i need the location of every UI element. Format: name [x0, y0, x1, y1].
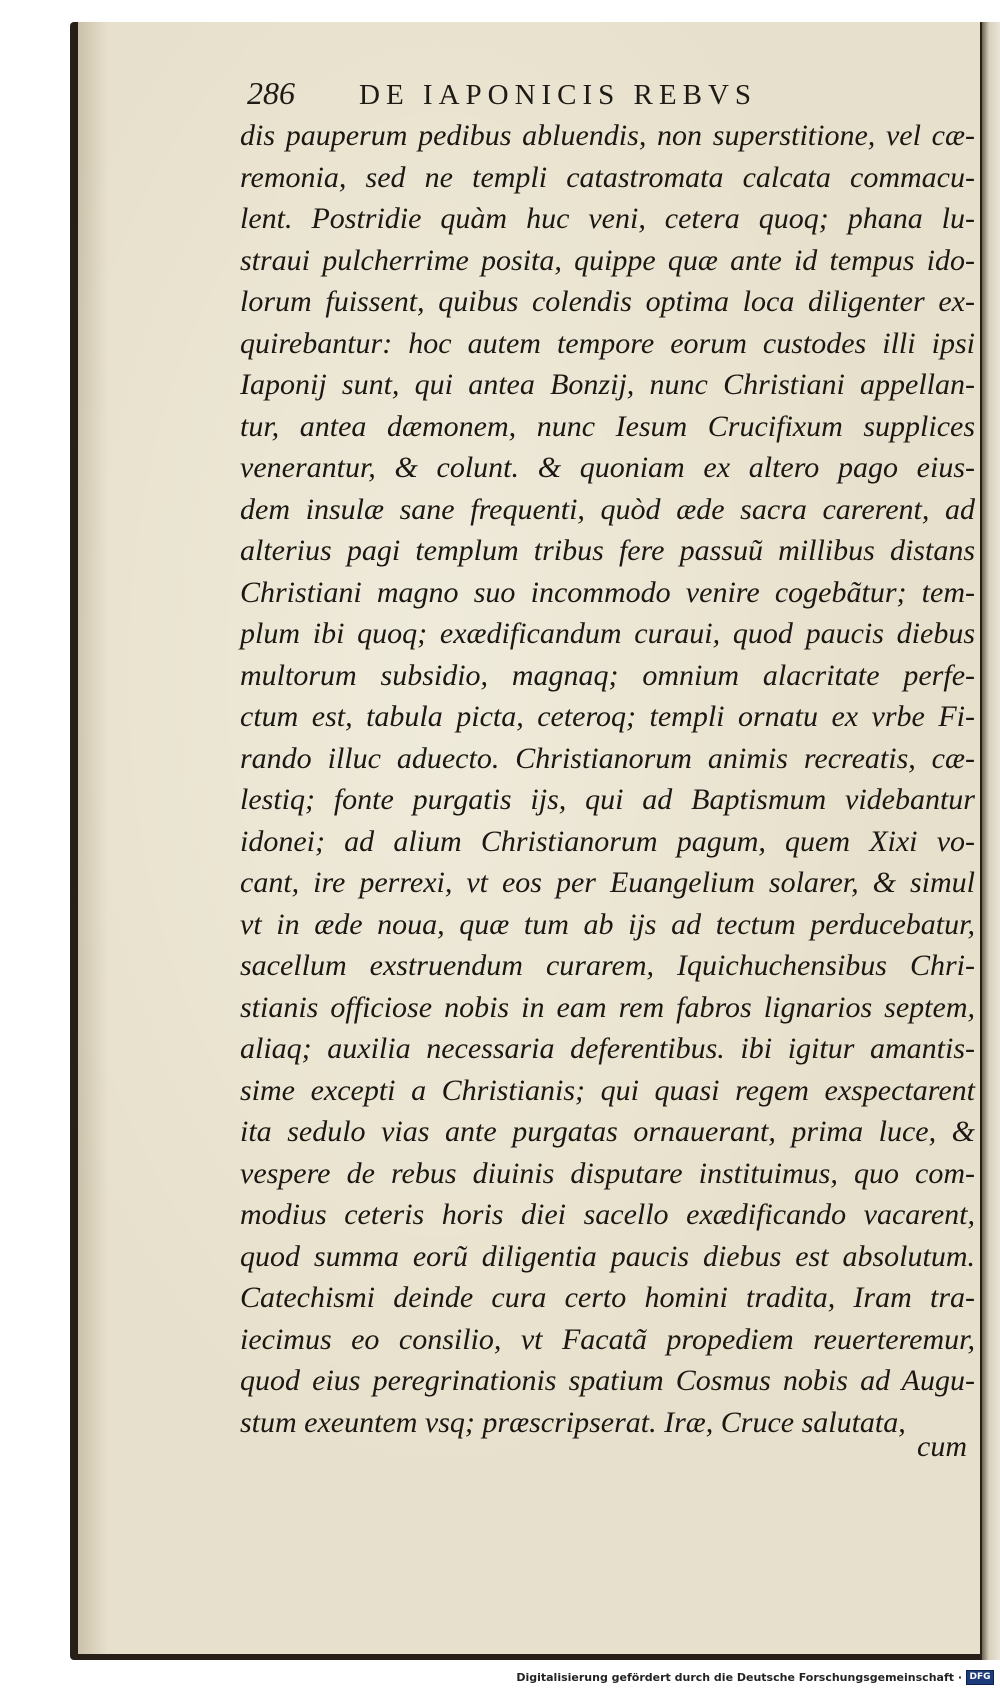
text-line: tur, antea dæmonem, nunc Iesum Crucifixum supplices [240, 409, 975, 443]
footer-bar [0, 1667, 1000, 1692]
text-line: Catechismi deinde cura certo homini tradita, Iram tra- [240, 1281, 975, 1314]
text-line: vt in æde noua, quæ tum ab ijs ad tectum perducebatur, [240, 907, 975, 941]
text-line: idonei; ad alium Christianorum pagum, quem Xixi vo- [240, 824, 975, 858]
text-line: multorum subsidio, magnaq; omnium alacritate perfe- [240, 658, 975, 692]
running-head [247, 75, 967, 115]
text-line: modius ceteris horis diei sacello exædificando vacarent, [240, 1198, 975, 1231]
text-line: stianis officiose nobis in eam rem fabros lignarios septem, [240, 990, 975, 1024]
text-line: aliaq; auxilia necessaria deferentibus. ibi igitur amantis- [240, 1032, 975, 1065]
text-line: cant, ire perrexi, vt eos per Euangelium solarer, & simul [240, 866, 975, 899]
text-line: remonia, sed ne templi catastromata calcata commacu- [240, 160, 975, 194]
text-line: lent. Postridie quàm huc veni, cetera quoq; phana lu- [240, 202, 975, 235]
body-text [240, 115, 975, 1443]
text-line: lorum fuissent, quibus colendis optima loca diligenter ex- [240, 285, 975, 318]
text-line: sime excepti a Christianis; qui quasi regem exspectarent [240, 1073, 975, 1107]
text-line: vespere de rebus diuinis disputare instituimus, quo com- [240, 1156, 975, 1190]
text-line: sacellum exstruendum curarem, Iquichuchensibus Chri- [240, 949, 975, 982]
text-line: ita sedulo vias ante purgatas ornauerant, prima luce, & [240, 1115, 975, 1148]
text-line: alterius pagi templum tribus fere passuũ millibus distans [240, 534, 975, 567]
text-line: ctum est, tabula picta, ceteroq; templi ornatu ex vrbe Fi- [240, 700, 975, 733]
dfg-logo-icon: DFG [966, 1670, 994, 1685]
text-line: quod eius peregrinationis spatium Cosmus nobis ad Augu- [240, 1364, 975, 1397]
text-line: dem insulæ sane frequenti, quòd æde sacra carerent, ad [240, 492, 975, 526]
page-gutter [982, 22, 1000, 1660]
text-line: rando illuc aduecto. Christianorum animis recreatis, cæ- [240, 741, 975, 775]
catchword: cum [917, 1430, 967, 1463]
text-line: quod summa eorũ diligentia paucis diebus est absolutum. [240, 1239, 975, 1273]
text-line: iecimus eo consilio, vt Facatã propediem reuerteremur, [240, 1322, 975, 1356]
text-line: quirebantur: hoc autem tempore eorum custodes illi ipsi [240, 326, 975, 360]
running-title: DE IAPONICIS REBVS [359, 79, 758, 111]
text-line: Christiani magno suo incommodo venire cogebãtur; tem- [240, 575, 975, 609]
funding-note: Digitalisierung gefördert durch die Deutsche Forschungsgemeinschaft · [516, 1671, 962, 1684]
text-line: lestiq; fonte purgatis ijs, qui ad Baptismum videbantur [240, 783, 975, 816]
page-number: 286 [247, 75, 295, 111]
text-line: Iaponij sunt, qui antea Bonzij, nunc Christiani appellan- [240, 368, 975, 401]
text-line: straui pulcherrime posita, quippe quæ ante id tempus ido- [240, 243, 975, 277]
text-line: venerantur, & colunt. & quoniam ex altero pago eius- [240, 451, 975, 484]
text-line: plum ibi quoq; exædificandum curaui, quod paucis diebus [240, 617, 975, 650]
text-line: stum exeuntem vsq; præscripserat. Iræ, Cruce salutata, [240, 1405, 906, 1439]
text-line: dis pauperum pedibus abluendis, non superstitione, vel cæ- [240, 119, 975, 152]
